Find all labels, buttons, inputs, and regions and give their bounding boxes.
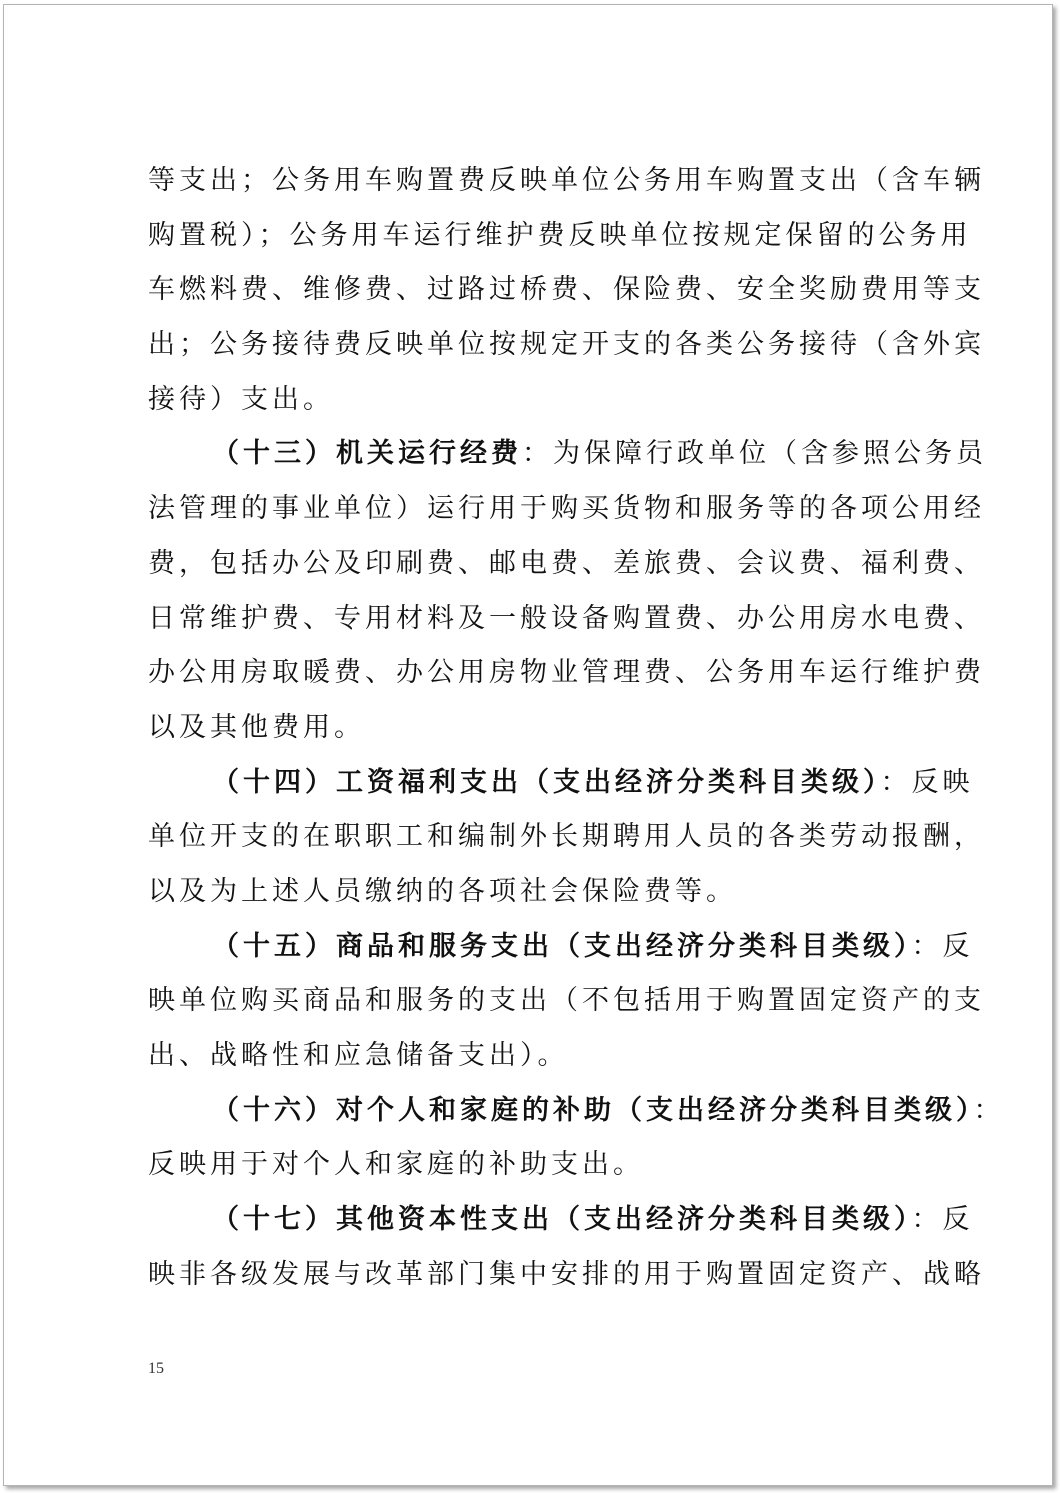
text-line: 接待）支出。: [148, 383, 334, 415]
text-line: 单位开支的在职职工和编制外长期聘用人员的各类劳动报酬，: [148, 821, 985, 853]
document-body: [148, 154, 1005, 1302]
paragraph-continuation: [148, 154, 985, 427]
section-heading: （十七）其他资本性支出（支出经济分类科目类级）: [212, 1204, 912, 1236]
page-number: 15: [148, 1360, 164, 1377]
paragraph-first-line: [148, 920, 974, 975]
text-line: 法管理的事业单位）运行用于购买货物和服务等的各项公用经: [148, 493, 985, 525]
paragraph-section-14: [148, 756, 985, 920]
section-heading: （十五）商品和服务支出（支出经济分类科目类级）: [212, 930, 912, 962]
text-line: 办公用房取暖费、办公用房物业管理费、公务用车运行维护费: [148, 657, 985, 689]
text-line: 日常维护费、专用材料及一般设备购置费、办公用房水电费、: [148, 602, 985, 634]
paragraph-section-17: [148, 1193, 985, 1302]
text-span: ：: [973, 1094, 1005, 1126]
paragraph-first-line: [148, 1193, 974, 1248]
text-span: ：为保障行政单位（含参照公务员: [522, 438, 987, 470]
text-line: 等支出；公务用车购置费反映单位公务用车购置支出（含车辆: [148, 165, 985, 196]
paragraph-section-15: [148, 920, 985, 1084]
text-line: 车燃料费、维修费、过路过桥费、保险费、安全奖励费用等支: [148, 274, 985, 306]
text-line: 以及为上述人员缴纳的各项社会保险费等。: [148, 875, 737, 907]
paragraph-first-line: [148, 756, 974, 811]
text-line: 出；公务接待费反映单位按规定开支的各类公务接待（含外宾: [148, 329, 985, 361]
section-heading: （十三）机关运行经费: [212, 438, 522, 470]
section-heading: （十六）对个人和家庭的补助（支出经济分类科目类级）: [212, 1094, 974, 1126]
paragraph-first-line: [148, 1084, 1005, 1139]
text-span: ：反: [911, 1204, 974, 1236]
text-line: 费，包括办公及印刷费、邮电费、差旅费、会议费、福利费、: [148, 547, 985, 579]
text-line: 出、战略性和应急储备支出）。: [148, 1040, 569, 1071]
text-line: 映单位购买商品和服务的支出（不包括用于购置固定资产的支: [148, 985, 985, 1017]
paragraph-first-line: [148, 427, 987, 482]
text-line: 反映用于对个人和家庭的补助支出。: [148, 1149, 644, 1181]
text-line: 以及其他费用。: [148, 711, 365, 743]
text-line: 购置税）；公务用车运行维护费反映单位按规定保留的公务用: [148, 219, 972, 251]
text-span: ：反映: [880, 766, 974, 798]
paragraph-section-16: [148, 1084, 1005, 1193]
text-line: 映非各级发展与改革部门集中安排的用于购置固定资产、战略: [148, 1258, 985, 1290]
paragraph-section-13: [148, 427, 987, 755]
section-heading: （十四）工资福利支出（支出经济分类科目类级）: [212, 766, 881, 798]
text-span: ：反: [911, 930, 974, 962]
